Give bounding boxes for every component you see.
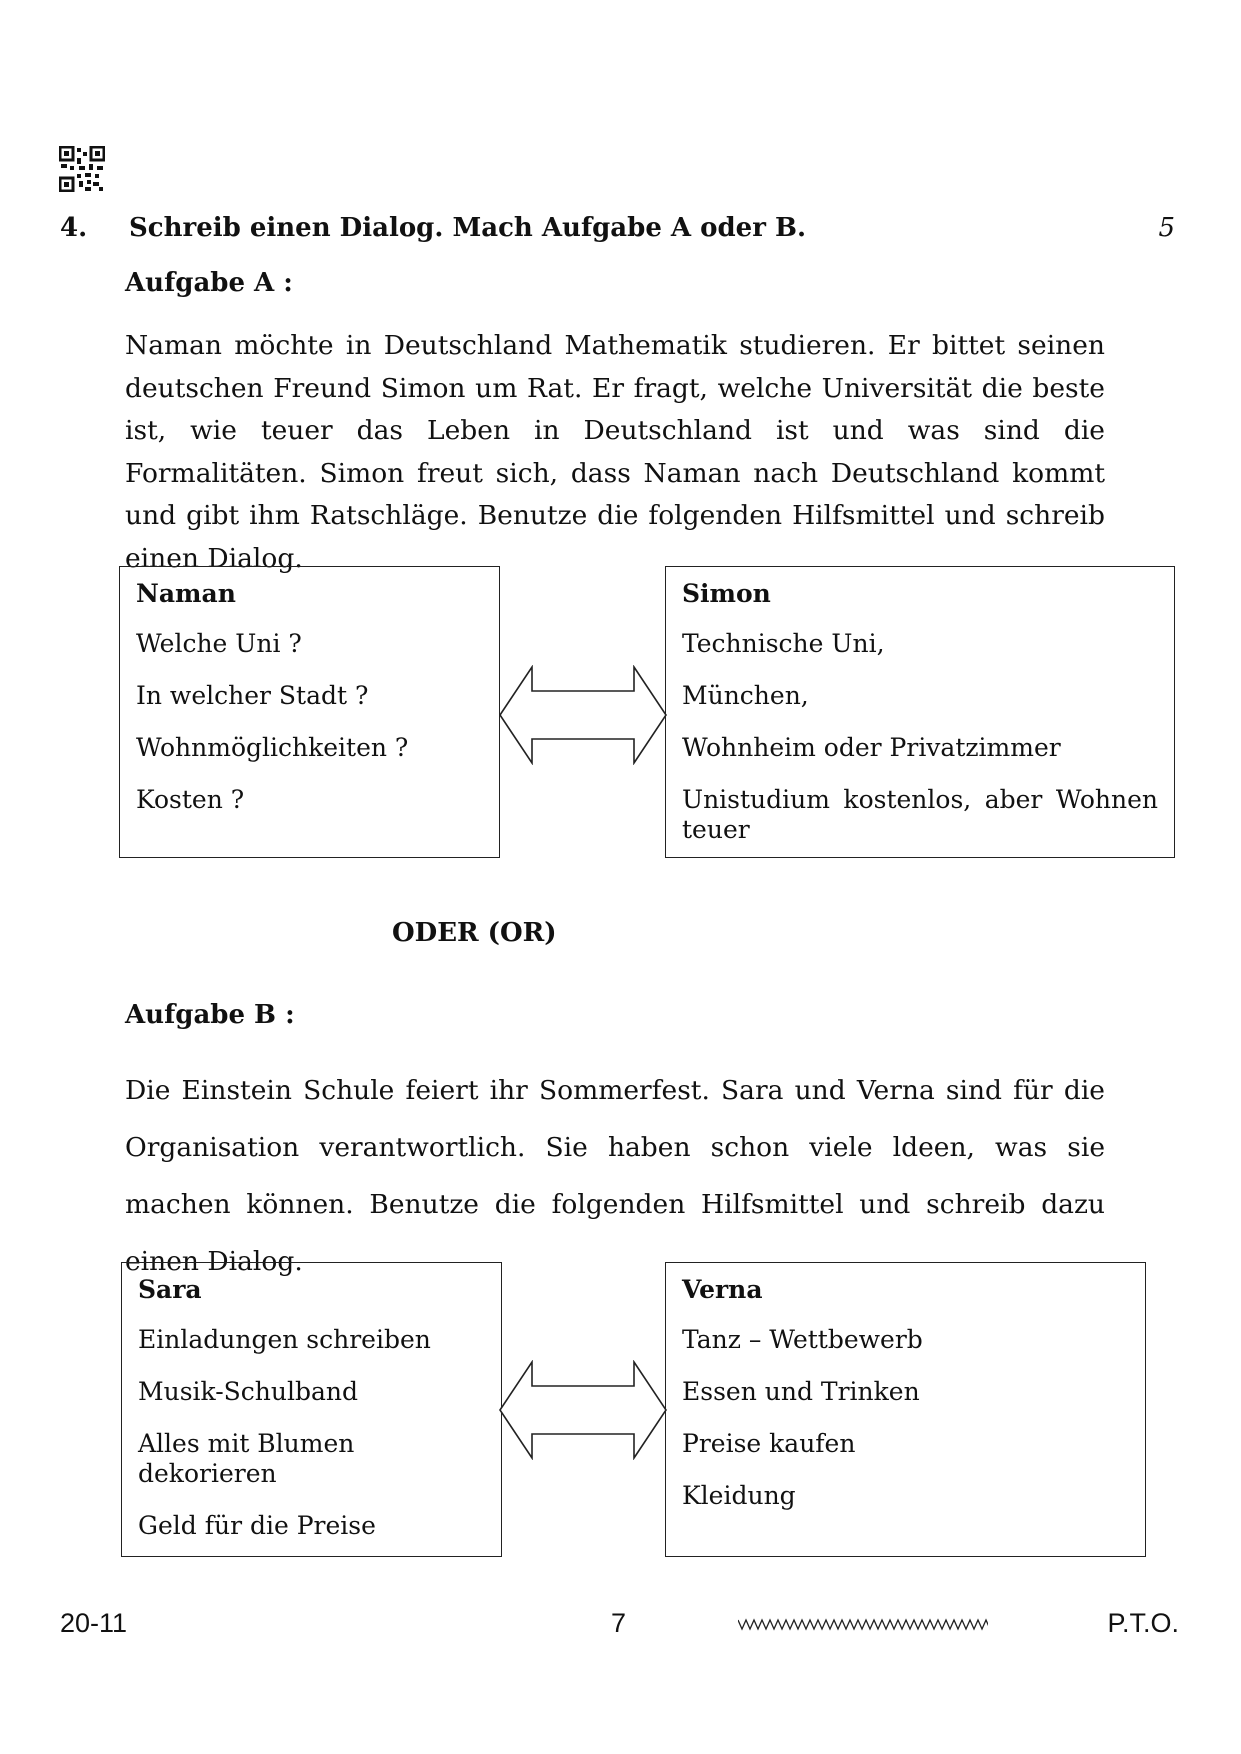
or-label: ODER (OR) [392,918,557,948]
verna-box [665,1262,1146,1557]
paper-code: 20-11 [60,1608,128,1638]
task-b-text: Die Einstein Schule feiert ihr Sommerfest. Sara und Verna sind für die Organisation verantwortlich. Sie haben schon viele ldeen, was sie machen können. Benutze die folgenden Hilfsmittel und schreib dazu einen Dialog. [125,1075,1105,1277]
box-title: Naman [136,579,236,608]
list-item: Welche Uni ? [136,629,302,658]
pto-label: P.T.O. [1107,1608,1179,1638]
list-item: In welcher Stadt ? [136,681,369,710]
task-b-heading: Aufgabe B : [125,1000,295,1030]
list-item: Alles mit Blumen dekorieren [138,1429,355,1488]
list-item: Essen und Trinken [682,1377,920,1406]
question-marks: 5 [1158,213,1175,243]
box-title: Verna [682,1275,763,1304]
list-item: Preise kaufen [682,1429,856,1458]
list-item: Kosten ? [136,785,245,814]
list-item: Kleidung [682,1481,796,1510]
list-item: Unistudium kostenlos, aber Wohnen teuer [682,785,1158,844]
qr-code-icon [59,146,105,192]
list-item: Einladungen schreiben [138,1325,431,1354]
list-item: Geld für die Preise [138,1511,376,1540]
list-item: Musik-Schulband [138,1377,359,1406]
question-title: Schreib einen Dialog. Mach Aufgabe A oder B. [129,213,806,243]
double-arrow-icon [498,665,668,765]
naman-box [119,566,500,858]
list-item: Wohnheim oder Privatzimmer [682,733,1061,762]
task-a-text: Naman möchte in Deutschland Mathematik studieren. Er bittet seinen deutschen Freund Simon um Rat. Er fragt, welche Universität die beste ist, wie teuer das Leben in Deutschland ist und was sind die Formalitäten. Simon freut sich, dass Naman nach Deutschland kommt und gibt ihm Ratschläge. Benutze die folgenden Hilfsmittel und schreib einen Dialog. [125,330,1105,574]
list-item: Tanz – Wettbewerb [682,1325,923,1354]
list-item: Technische Uni, [682,629,885,658]
box-title: Sara [138,1275,202,1304]
wavy-line-icon [738,1614,988,1634]
question-number: 4. [60,213,88,243]
double-arrow-icon [498,1360,668,1460]
list-item: München, [682,681,809,710]
task-a-heading: Aufgabe A : [125,268,293,298]
simon-box [665,566,1175,858]
sara-box [121,1262,502,1557]
box-title: Simon [682,579,771,608]
list-item: Wohnmöglichkeiten ? [136,733,409,762]
page-number: 7 [611,1608,627,1638]
